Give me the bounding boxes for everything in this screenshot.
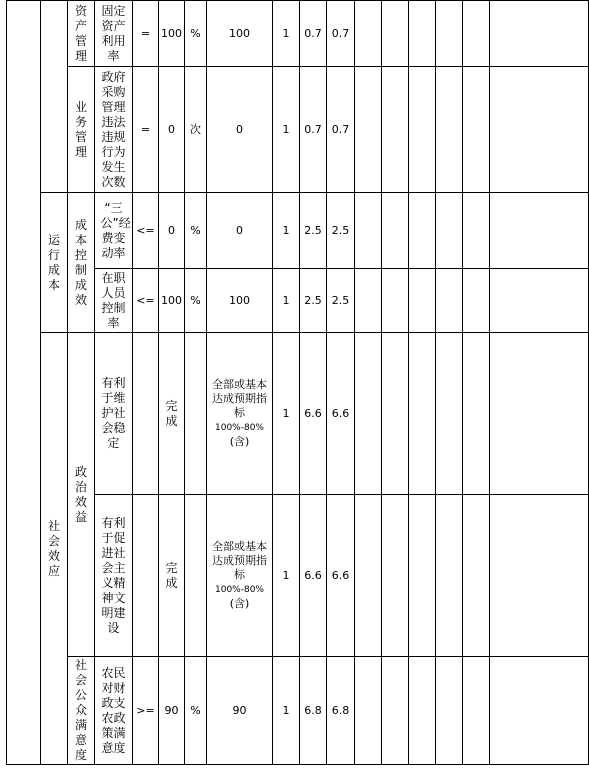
empty-cell (436, 495, 463, 657)
target-value-cell: 90 (159, 657, 185, 765)
actual-target-cell: 100 (207, 1, 273, 67)
table-row (7, 67, 589, 193)
empty-cell (490, 657, 589, 765)
empty-cell (382, 1, 409, 67)
operator-cell: = (133, 67, 159, 193)
empty-cell (463, 657, 490, 765)
indicator-name-cell: 在职人员控制率 (95, 269, 133, 333)
empty-cell (355, 1, 382, 67)
empty-cell (382, 495, 409, 657)
unit-cell: % (185, 269, 207, 333)
indicator-name-cell: 有利于促进社会主义精神文明建设 (95, 495, 133, 657)
actual-score-cell: 6.6 (327, 333, 355, 495)
target-range: 100%-80% (215, 585, 264, 595)
target-value-cell: 100 (159, 269, 185, 333)
actual-target-cell: 90 (207, 657, 273, 765)
empty-cell (409, 67, 436, 193)
table-row (7, 269, 589, 333)
operator-cell: <= (133, 193, 159, 269)
empty-cell (463, 1, 490, 67)
operator-cell: <= (133, 269, 159, 333)
category-level2-cell: 资产管理 (68, 1, 95, 67)
score-cell: 2.5 (300, 193, 327, 269)
empty-cell (355, 269, 382, 333)
weight-cell: 1 (273, 657, 300, 765)
indicator-name-cell: 固定资产利用率 (95, 1, 133, 67)
empty-cell (382, 333, 409, 495)
target-range: 100%-80% (215, 423, 264, 433)
empty-cell (382, 193, 409, 269)
unit-cell (185, 495, 207, 657)
operator-cell: >= (133, 657, 159, 765)
score-cell: 0.7 (300, 67, 327, 193)
actual-target-cell (207, 495, 273, 657)
empty-cell (355, 657, 382, 765)
empty-cell (490, 333, 589, 495)
table-row (7, 333, 589, 495)
empty-cell (355, 495, 382, 657)
empty-cell (490, 193, 589, 269)
empty-cell (436, 657, 463, 765)
unit-cell (185, 333, 207, 495)
target-value-cell: 0 (159, 67, 185, 193)
empty-cell (382, 657, 409, 765)
operator-cell: = (133, 1, 159, 67)
empty-cell (463, 193, 490, 269)
target-value-cell: 完成 (159, 495, 185, 657)
empty-cell (382, 67, 409, 193)
indicator-name-cell: 农民对财政支农政策满意度 (95, 657, 133, 765)
actual-target-cell: 0 (207, 67, 273, 193)
score-cell: 2.5 (300, 269, 327, 333)
indicator-name-cell: “三公”经费变动率 (95, 193, 133, 269)
table-row (7, 193, 589, 269)
actual-score-cell: 0.7 (327, 67, 355, 193)
target-inclusive: (含) (229, 435, 250, 448)
weight-cell: 1 (273, 193, 300, 269)
table-row (7, 1, 589, 67)
empty-cell (409, 1, 436, 67)
category-level1-cell: 社会效应 (41, 333, 68, 765)
weight-cell: 1 (273, 333, 300, 495)
empty-cell (409, 657, 436, 765)
unit-cell: % (185, 193, 207, 269)
empty-cell (409, 269, 436, 333)
unit-cell: 次 (185, 67, 207, 193)
empty-cell (490, 269, 589, 333)
empty-cell (490, 1, 589, 67)
indicator-name-cell: 有利于维护社会稳定 (95, 333, 133, 495)
score-cell: 6.6 (300, 333, 327, 495)
empty-cell (463, 67, 490, 193)
target-description: 全部或基本达成预期指标 (212, 378, 267, 419)
score-cell: 6.6 (300, 495, 327, 657)
unit-cell: % (185, 1, 207, 67)
empty-cell (463, 333, 490, 495)
empty-cell (463, 269, 490, 333)
actual-target-cell (207, 333, 273, 495)
category-level2-cell: 政治效益 (68, 333, 95, 657)
empty-cell (436, 67, 463, 193)
category-level2-cell: 社会公众满意度 (68, 657, 95, 765)
empty-cell (436, 193, 463, 269)
score-cell: 6.8 (300, 657, 327, 765)
category-level2-cell: 业务管理 (68, 67, 95, 193)
empty-cell (463, 495, 490, 657)
actual-score-cell: 0.7 (327, 1, 355, 67)
target-value-cell: 0 (159, 193, 185, 269)
weight-cell: 1 (273, 495, 300, 657)
target-value-cell: 100 (159, 1, 185, 67)
category-level0-cell (7, 1, 41, 765)
empty-cell (436, 1, 463, 67)
indicator-name-cell: 政府采购管理违法违规行为发生次数 (95, 67, 133, 193)
weight-cell: 1 (273, 269, 300, 333)
empty-cell (355, 333, 382, 495)
empty-cell (409, 193, 436, 269)
actual-score-cell: 6.6 (327, 495, 355, 657)
empty-cell (382, 269, 409, 333)
empty-cell (409, 495, 436, 657)
unit-cell: % (185, 657, 207, 765)
target-inclusive: (含) (229, 597, 250, 610)
category-level1-cell: 运行成本 (41, 193, 68, 333)
actual-score-cell: 2.5 (327, 193, 355, 269)
target-value-cell: 完成 (159, 333, 185, 495)
table-row (7, 657, 589, 765)
empty-cell (436, 333, 463, 495)
operator-cell (133, 333, 159, 495)
empty-cell (490, 67, 589, 193)
target-description: 全部或基本达成预期指标 (212, 540, 267, 581)
empty-cell (355, 67, 382, 193)
weight-cell: 1 (273, 67, 300, 193)
score-cell: 0.7 (300, 1, 327, 67)
empty-cell (409, 333, 436, 495)
category-level1-cell (41, 1, 68, 193)
empty-cell (355, 193, 382, 269)
actual-target-cell: 100 (207, 269, 273, 333)
actual-target-cell: 0 (207, 193, 273, 269)
empty-cell (436, 269, 463, 333)
category-level2-cell: 成本控制成效 (68, 193, 95, 333)
actual-score-cell: 6.8 (327, 657, 355, 765)
actual-score-cell: 2.5 (327, 269, 355, 333)
empty-cell (490, 495, 589, 657)
weight-cell: 1 (273, 1, 300, 67)
table-row (7, 495, 589, 657)
operator-cell (133, 495, 159, 657)
performance-indicator-table (6, 0, 589, 765)
